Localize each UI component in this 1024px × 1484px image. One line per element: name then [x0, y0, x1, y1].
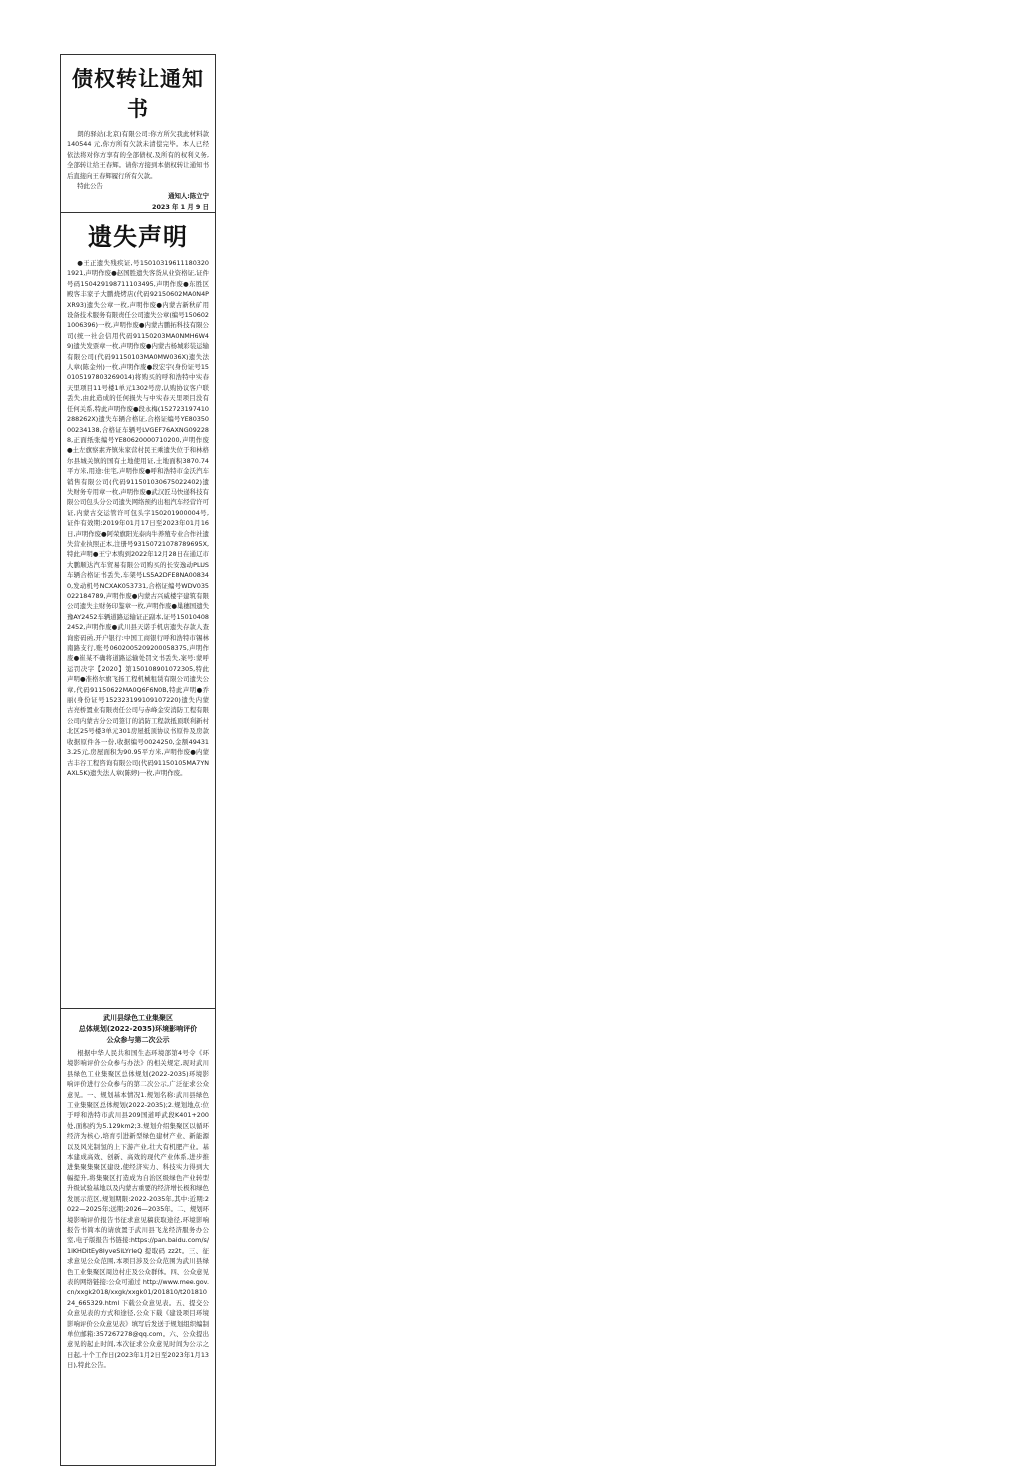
env-impact-title-line1: 武川县绿色工业集聚区 [103, 1014, 173, 1022]
env-impact-title-line3: 公众参与第二次公示 [106, 1036, 170, 1044]
newspaper-ad-column [60, 54, 216, 1466]
env-impact-notice [61, 1013, 215, 1481]
debt-transfer-closing: 特此公告 [77, 182, 103, 191]
lost-declaration-title: 遗失声明 [88, 222, 188, 251]
debt-transfer-signer: 通知人:陈立宁 [168, 192, 209, 201]
lost-declaration-notice [61, 217, 215, 1009]
debt-transfer-title: 债权转让通知书 [72, 66, 204, 121]
env-impact-title-line2: 总体规划(2022-2035)环境影响评价 [78, 1025, 198, 1033]
debt-transfer-body: 朗的驿站(北京)有限公司:你方所欠我此材料款 140544 元,你方所有欠款未清偿完毕。本人已经依法将对你方享有的全部债权,及所有的权利义务,全部转让给王春辉。请你方接到本债权转让通知书后直接向王春辉履行所有欠款。 [67, 130, 209, 180]
env-impact-body: 根据中华人民共和国生态环境部第4号令《环境影响评价公众参与办法》的相关规定,现对武川县绿色工业集聚区总体规划(2022-2035)环境影响评价进行公众参与的第二次公示,广泛征求公众意见。一、规划基本情况1.规划名称:武川县绿色工业集聚区总体规划(2022-2035);2.规划地点:位于呼和浩特市武川县209国道呼武段K401+200处,面积约为5.129km2;3.规划介绍集聚区以循环经济为核心,培育引进新型绿色建材产业、新能源以及风光制氢的上下游产业,壮大有机肥产业。基本建成高效、创新、高效的现代产业体系,进步推进集聚集聚区建设,使经济实力、科技实力得到大幅提升,将集聚区打造成为自治区级绿色产业转型升级试验基地以及内蒙古重要的经济增长极和绿色发展示范区,规划期限:2022-2035年,其中:近期:2022—2025年;远期:2026—2035年。二、规划环境影响评价报告书征求意见稿获取途径,环境影响报告书简本的请放置于武川县飞龙经济服务办公室,电子版报告书链接:https://pan.baidu.com/s/1iKHDitEy8IyveSiLYrIeQ 提取码 zz2t。三、征求意见公众范围,本项目涉及公众范围为武川县绿色工业集聚区周边村庄及公众群体。四、公众意见表的网络链接:公众可通过 http://www.mee.gov.cn/xxgk2018/xxgk/xxgk01/201810/t20181024_665329.html 下载公众意见表。五、提交公众意见表的方式和途径,公众下载《建设项目环境影响评价公众意见表》填写后发送于规划组织编制单位邮箱:357267278@qq.com。六、公众提出意见的起止时间,本次征求公众意见时间为公示之日起,十个工作日(2023年1月2日至2023年1月13日),特此公告。 [67, 1049, 209, 1370]
debt-transfer-date: 2023 年 1 月 9 日 [152, 202, 209, 211]
lost-declaration-body: ●王正遗失残疾证,号150103196111803201921,声明作废●赵国胜遗失客货从业资格证,证件号码150429198711103495,声明作废●东胜区殿客丰家子大鹏烧烤店(代码92150602MA0N4PXR93)遗失公章一枚,声明作废●内蒙古新秋矿用设备技术服务有限责任公司遗失公章(编号1506021006396)一枚,声明作废●内蒙古鹏拓科技有限公司(统一社会信用代码91150203MA0NMH6W49)遗失发票章一枚,声明作废●内蒙古杨城彩装运输有限公司(代码91150103MA0MW036X)遗失法人章(陈金州)一枚,声明作废●段宏宇(身份证号150105197803269014)将购买的呼和浩特中实春天里项目11号楼1单元1302号房,认购协议客户联丢失,由此造成的任何损失与中实春天里项目没有任何关系,特此声明作废●段永梅(152723197410288262X)遗失车辆合格证,合格证编号YE8035000234138,合格证车辆号LVGEF76AXNG092288,正面纸张编号YE80620000710200,声明作废●土左旗察素齐镇朱家营村民王乘遗失位于和林格尔县城关镇的国有土地使用证,土地面积3870.74平方米,用途:住宅,声明作废●呼和浩特市金沃汽车销售有限公司(代码911501030675022402)遗失财务专用章一枚,声明作废●武汉匠马快递科技有限公司包头分公司遗失网络预约出租汽车经营许可证,内蒙古交运管许可包头字150201900004号,证件有效期:2019年01月17日至2023年01月16日,声明作废●阿荣旗阳光泰肉牛养殖专业合作社遗失营业执照正本,注册号93150721078789695X,特此声明●王宁本购到2022年12月28日在通辽市大鹏顺达汽车贸易有限公司购买的长安逸动PLUS车辆合格证书丢失,车架号LS5A2DFE8NA008340,发动机号NCXAK053731,合格证编号WDV035022184789,声明作废●内蒙古兴威楼宇建筑有限公司遗失主财务印鉴章一枚,声明作废●巢穗国遗失豫AY2452车辆道路运输证正副本,证号150104082452,声明作废●武川县天诺手机店遗失存款人查询密码函,开户银行:中国工商银行呼和浩特市锡林南路支行,账号0602005209200058375,声明作废●崔某不确将道路运输处罚文书丢失,案号:蒙呼运罚决字【2020】第150108901072305,特此声明●准格尔旗飞扬工程机械租赁有限公司遗失公章,代码91150622MA0Q6F6N0B,特此声明●乔丽(身份证号152323199109107220)遗失内蒙古亮桥置业有限责任公司与赤峰金安消防工程有限公司内蒙古分公司签订的消防工程款抵顶联利新村北区25号楼3单元301房屋抵顶协议书原件及房款收据原件各一份,收据编号0024250,金额494313.25元,房屋面积为90.95平方米,声明作废●内蒙古丰谷工程咨询有限公司(代码91150105MA7YNAXL5K)遗失法人章(陈婷)一枚,声明作废。 [67, 259, 209, 777]
env-impact-title [67, 1013, 209, 1046]
debt-transfer-notice [61, 63, 215, 213]
